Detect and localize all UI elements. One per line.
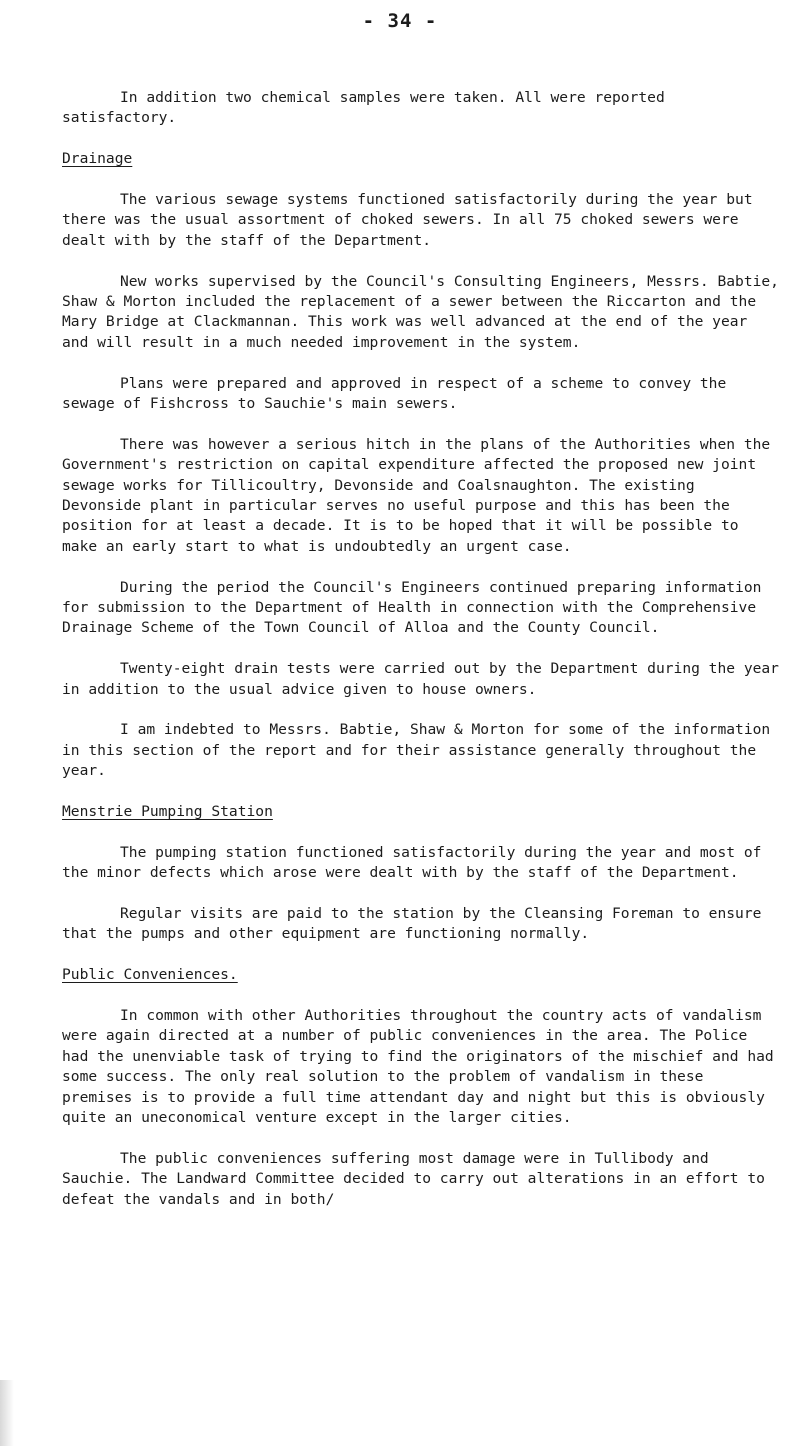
section-heading-menstrie-pumping-station: Menstrie Pumping Station: [62, 803, 273, 821]
drainage-paragraph-3: Plans were prepared and approved in respect of a scheme to convey the sewage of Fishcross to Sauchie's main sewers.: [62, 374, 727, 413]
drainage-paragraph-5: During the period the Council's Engineers continued preparing information for submission to the Department of Health in connection with the Comprehensive Drainage Scheme of the Town Council of Alloa and the County Council.: [62, 578, 762, 637]
pumping-paragraph-1: The pumping station functioned satisfactorily during the year and most of the minor defects which arose were dealt with by the staff of the Department.: [62, 843, 762, 882]
page-number: - 34 -: [362, 10, 438, 32]
drainage-paragraph-1: The various sewage systems functioned satisfactorily during the year but there was the usual assortment of choked sewers. In all 75 choked sewers were dealt with by the staff of the Department.: [62, 191, 753, 249]
pumping-paragraph-2: Regular visits are paid to the station by the Cleansing Foreman to ensure that the pumps and other equipment are functioning normally.: [62, 905, 762, 943]
conveniences-paragraph-1: In common with other Authorities throughout the country acts of vandalism were again directed at a number of public conveniences in the area. The Police had the unenviable task of trying to find the originators of the mischief and had some success. The only real solution to the problem of vandalism in these premises is to provide a full time attendant day and night but this is obviously quite an uneconomical venture except in the larger cities.: [62, 1007, 774, 1127]
intro-paragraph: In addition two chemical samples were taken. All were reported satisfactory.: [62, 89, 665, 127]
section-heading-public-conveniences: Public Conveniences.: [62, 966, 238, 984]
conveniences-paragraph-2: The public conveniences suffering most damage were in Tullibody and Sauchie. The Landward Committee decided to carry out alterations in an effort to defeat the vandals and in both/: [62, 1149, 765, 1208]
document-body: [62, 88, 782, 1231]
drainage-paragraph-4: There was however a serious hitch in the plans of the Authorities when the Government's restriction on capital expenditure affected the proposed new joint sewage works for Tillicoultry, Devonside and Coalsnaughton. The existing Devonside plant in particular serves no useful purpose and this has been the position for at least a decade. It is to be hoped that it will be possible to make an early start to what is undoubtedly an urgent case.: [62, 435, 771, 555]
drainage-paragraph-6: Twenty-eight drain tests were carried out by the Department during the year in addition to the usual advice given to house owners.: [62, 660, 779, 698]
section-heading-drainage: Drainage: [62, 150, 133, 168]
scan-edge-shadow: [0, 1380, 14, 1446]
drainage-paragraph-2: New works supervised by the Council's Consulting Engineers, Messrs. Babtie, Shaw & Morton included the replacement of a sewer between the Riccarton and the Mary Bridge at Clackmannan. This work was well advanced at the end of the year and will result in a much needed improvement in the system.: [62, 272, 779, 351]
drainage-paragraph-7: I am indebted to Messrs. Babtie, Shaw & Morton for some of the information in this section of the report and for their assistance generally throughout the year.: [62, 721, 771, 780]
